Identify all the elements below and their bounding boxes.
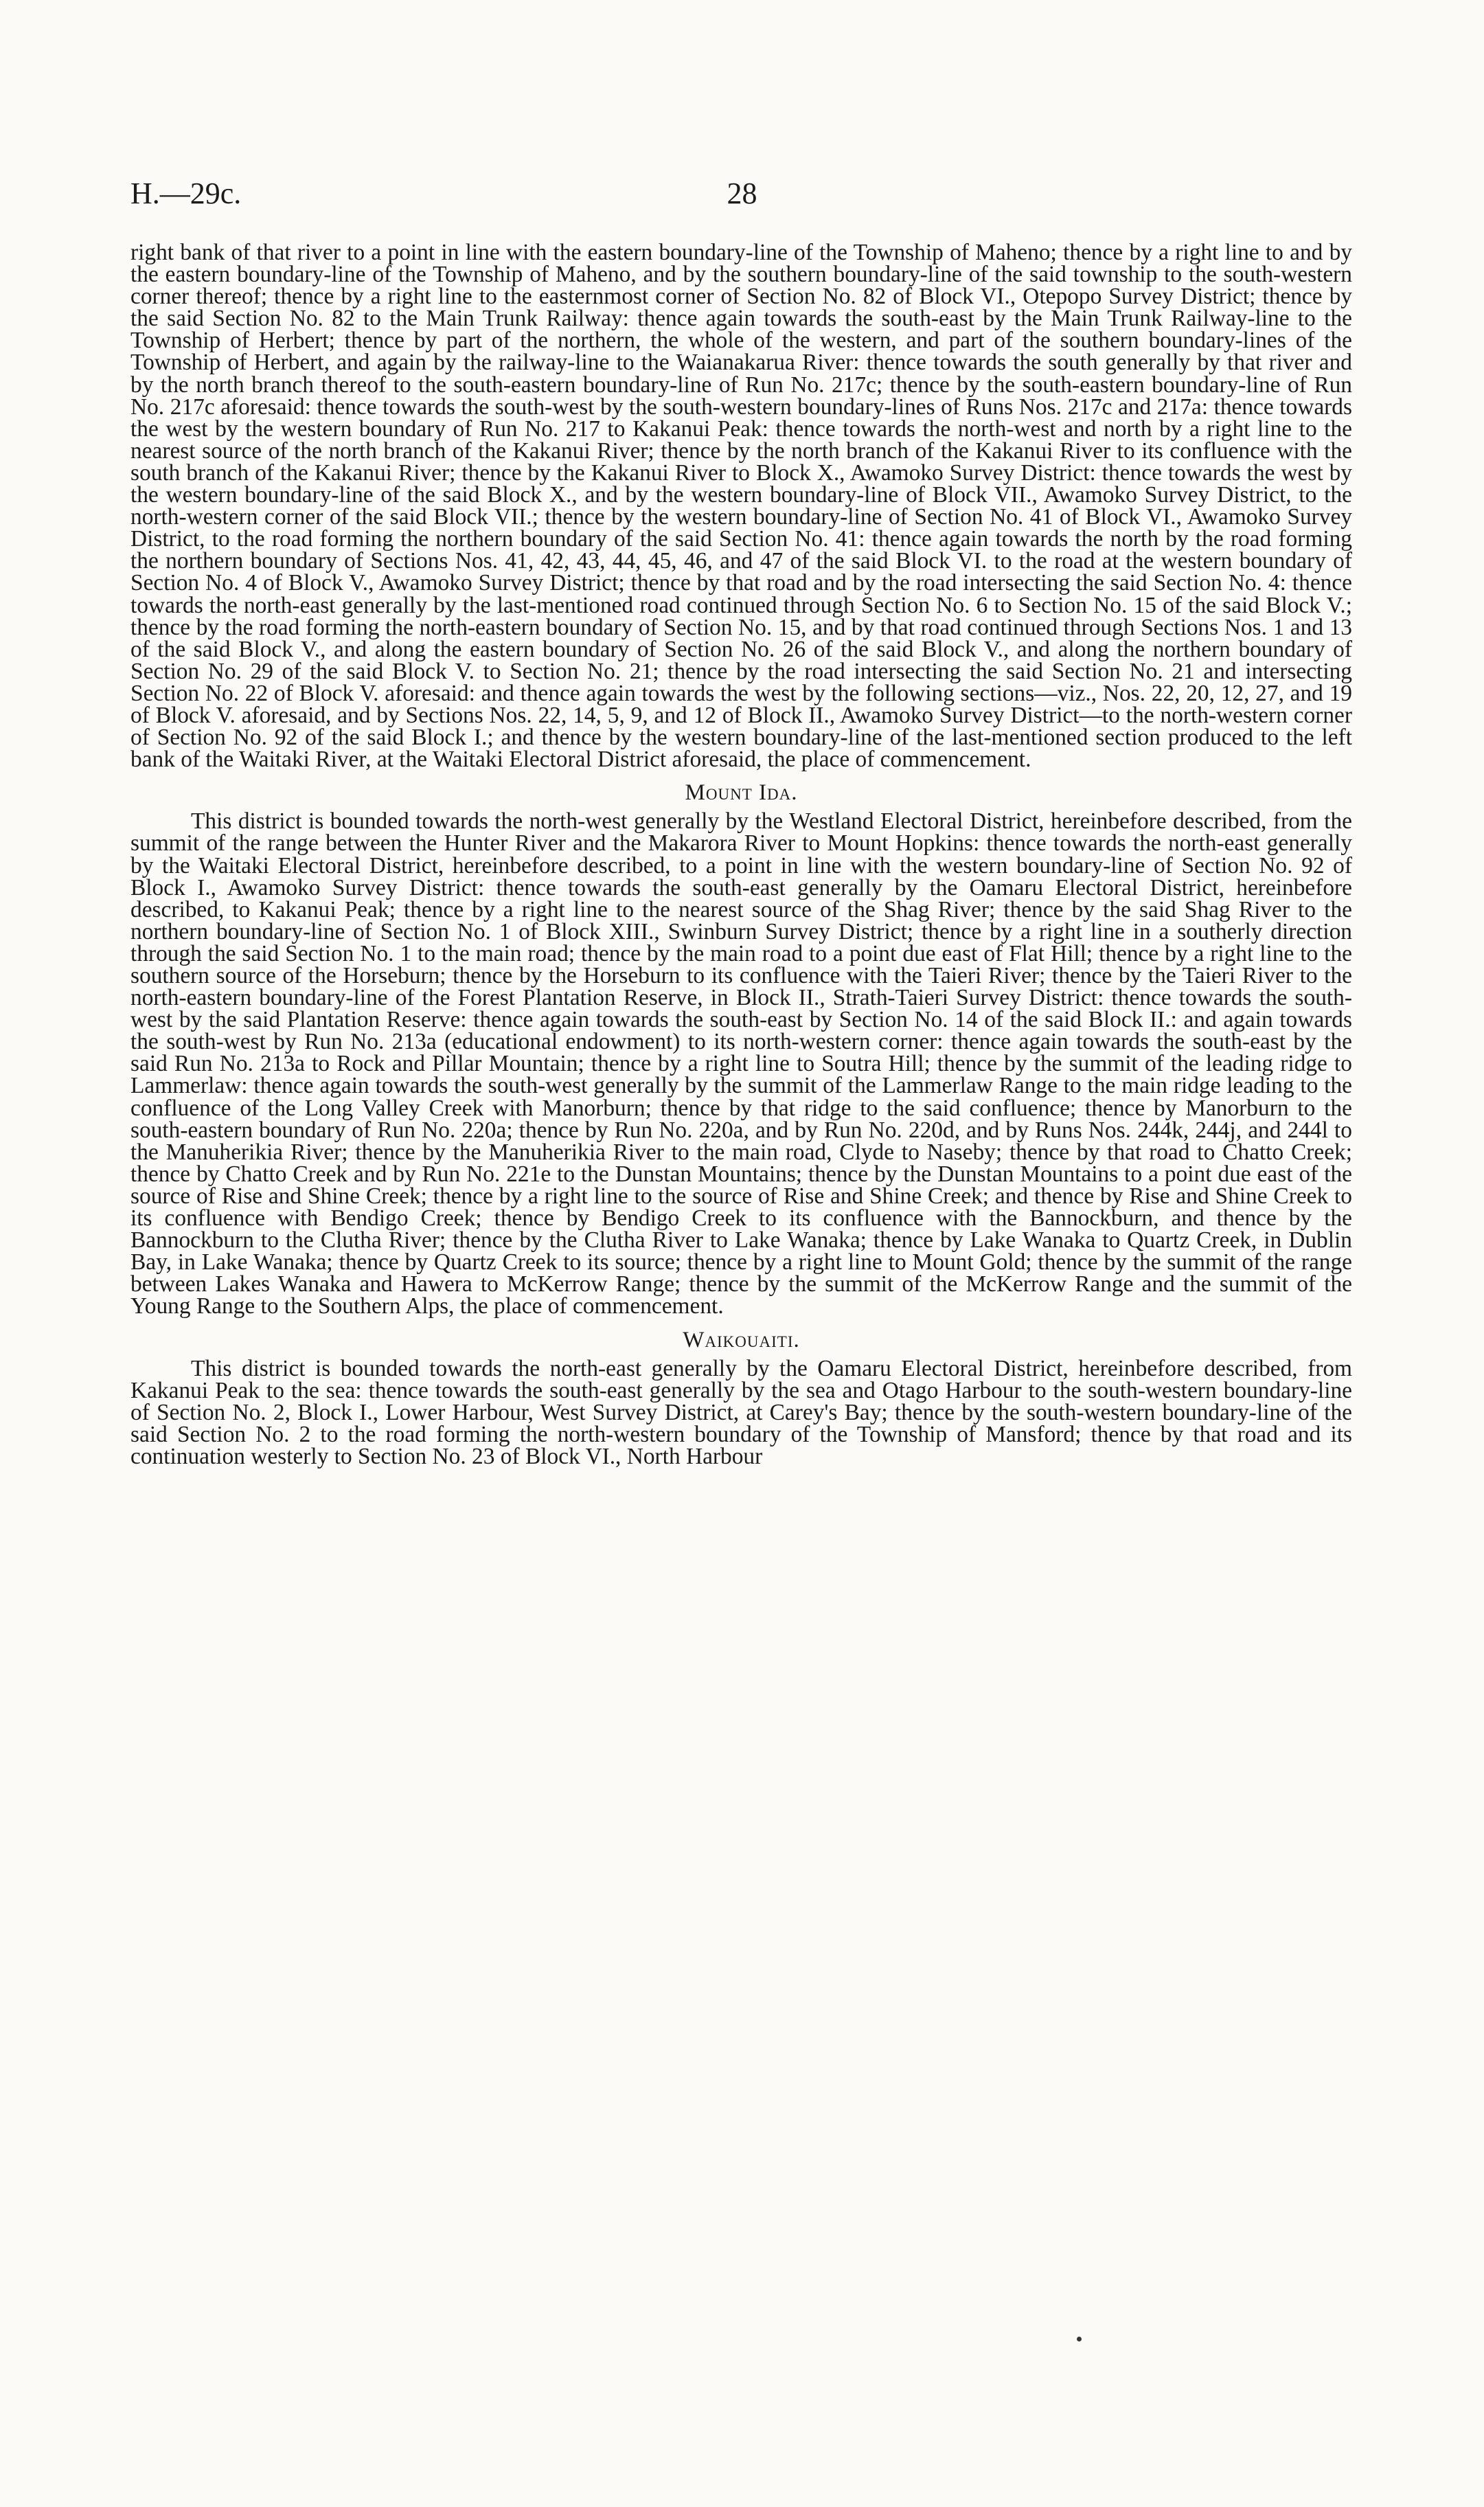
page-number: 28 [727,177,757,210]
document-body [130,242,1352,1468]
section-heading-waikouaiti: Waikouaiti. [683,1327,800,1352]
paragraph-mount-ida: This district is bounded towards the north-west generally by the Westland Electoral District, hereinbefore described, from the summit of the range between the Hunter River and the Makarora River to Mount Hopkins: thence towards the north-east generally by the Waitaki Electoral District, hereinbefore described, to a point in line with the western boundary-line of Section No. 92 of Block I., Awamoko Survey District: thence towards the south-east generally by the Oamaru Electoral District, hereinbefore described, to Kakanui Peak; thence by a right line to the nearest source of the Shag River; thence by the said Shag River to the northern boundary-line of Section No. 1 of Block XIII., Swinburn Survey District; thence by a right line in a southerly direction through the said Section No. 1 to the main road; thence by the main road to a point due east of Flat Hill; thence by a right line to the southern source of the Horseburn; thence by the Horseburn to its confluence with the Taieri River; thence by the Taieri River to the north-eastern boundary-line of the Forest Plantation Reserve, in Block II., Strath-Taieri Survey District: thence towards the south-west by the said Plantation Reserve: thence again towards the south-east by Section No. 14 of the said Block II.: and again towards the south-west by Run No. 213a (educational endowment) to its north-western corner: thence again towards the south-east by the said Run No. 213a to Rock and Pillar Mountain; thence by a right line to Soutra Hill; thence by the summit of the leading ridge to Lammerlaw: thence again towards the south-west generally by the summit of the Lammerlaw Range to the main ridge leading to the confluence of the Long Valley Creek with Manorburn; thence by that ridge to the said confluence; thence by Manorburn to the south-eastern boundary of Run No. 220a; thence by Run No. 220a, and by Run No. 220d, and by Runs Nos. 244k, 244j, and 244l to the Manuherikia River; thence by the Manuherikia River to the main road, Clyde to Naseby; thence by that road to Chatto Creek; thence by Chatto Creek and by Run No. 221e to the Dunstan Mountains; thence by the Dunstan Mountains to a point due east of the source of Rise and Shine Creek; thence by a right line to the source of Rise and Shine Creek; and thence by Rise and Shine Creek to its confluence with Bendigo Creek; thence by Bendigo Creek to its confluence with the Bannockburn, and thence by the Bannockburn to the Clutha River; thence by the Clutha River to Lake Wanaka; thence by Lake Wanaka to Quartz Creek, in Dublin Bay, in Lake Wanaka; thence by Quartz Creek to its source; thence by a right line to Mount Gold; thence by the summit of the range between Lakes Wanaka and Hawera to McKerrow Range; thence by the summit of the McKerrow Range and the summit of the Young Range to the Southern Alps, the place of commencement. [130,808,1352,1319]
document-reference: H.—29c. [130,177,242,210]
ink-speck [1077,2337,1082,2341]
paragraph-continuation: right bank of that river to a point in line with the eastern boundary-line of the Township of Maheno; thence by a right line to and by the eastern boundary-line of the Township of Maheno, and by the southern boundary-line of the said township to the south-western corner thereof; thence by a right line to the easternmost corner of Section No. 82 of Block VI., Otepopo Survey District; thence by the said Section No. 82 to the Main Trunk Railway: thence again towards the south-east by the Main Trunk Railway-line to the Township of Herbert; thence by part of the northern, the whole of the western, and part of the southern boundary-lines of the Township of Herbert, and again by the railway-line to the Waianakarua River: thence towards the south generally by that river and by the north branch thereof to the south-eastern boundary-line of Run No. 217c; thence by the south-eastern boundary-line of Run No. 217c aforesaid: thence towards the south-west by the south-western boundary-lines of Runs Nos. 217c and 217a: thence towards the west by the western boundary of Run No. 217 to Kakanui Peak: thence towards the north-west and north by a right line to the nearest source of the north branch of the Kakanui River; thence by the north branch of the Kakanui River to its confluence with the south branch of the Kakanui River; thence by the Kakanui River to Block X., Awamoko Survey District: thence towards the west by the western boundary-line of the said Block X., and by the western boundary-line of Block VII., Awamoko Survey District, to the north-western corner of the said Block VII.; thence by the western boundary-line of Section No. 41 of Block VI., Awamoko Survey District, to the road forming the northern boundary of the said Section No. 41: thence again towards the north by the road forming the northern boundary of Sections Nos. 41, 42, 43, 44, 45, 46, and 47 of the said Block VI. to the road at the western boundary of Section No. 4 of Block V., Awamoko Survey District; thence by that road and by the road intersecting the said Section No. 4: thence towards the north-east generally by the last-mentioned road continued through Section No. 6 to Section No. 15 of the said Block V.; thence by the road forming the north-eastern boundary of Section No. 15, and by that road continued through Sections Nos. 1 and 13 of the said Block V., and along the eastern boundary of Section No. 26 of the said Block V., and along the northern boundary of Section No. 29 of the said Block V. to Section No. 21; thence by the road intersecting the said Section No. 21 and intersecting Section No. 22 of Block V. aforesaid: and thence again towards the west by the following sections—viz., Nos. 22, 20, 12, 27, and 19 of Block V. aforesaid, and by Sections Nos. 22, 14, 5, 9, and 12 of Block II., Awamoko Survey District—to the north-western corner of Section No. 92 of the said Block I.; and thence by the western boundary-line of the last-mentioned section produced to the left bank of the Waitaki River, at the Waitaki Electoral District aforesaid, the place of commencement. [130,240,1352,773]
paragraph-waikouaiti: This district is bounded towards the north-east generally by the Oamaru Electoral District, hereinbefore described, from Kakanui Peak to the sea: thence towards the south-east generally by the sea and Otago Harbour to the south-western boundary-line of Section No. 2, Block I., Lower Harbour, West Survey District, at Carey's Bay; thence by the south-western boundary-line of the said Section No. 2 to the road forming the north-western boundary of the Township of Mansford; thence by that road and its continuation westerly to Section No. 23 of Block VI., North Harbour [130,1355,1352,1469]
page-header [130,176,1354,217]
section-heading-mount-ida: Mount Ida. [685,780,798,806]
